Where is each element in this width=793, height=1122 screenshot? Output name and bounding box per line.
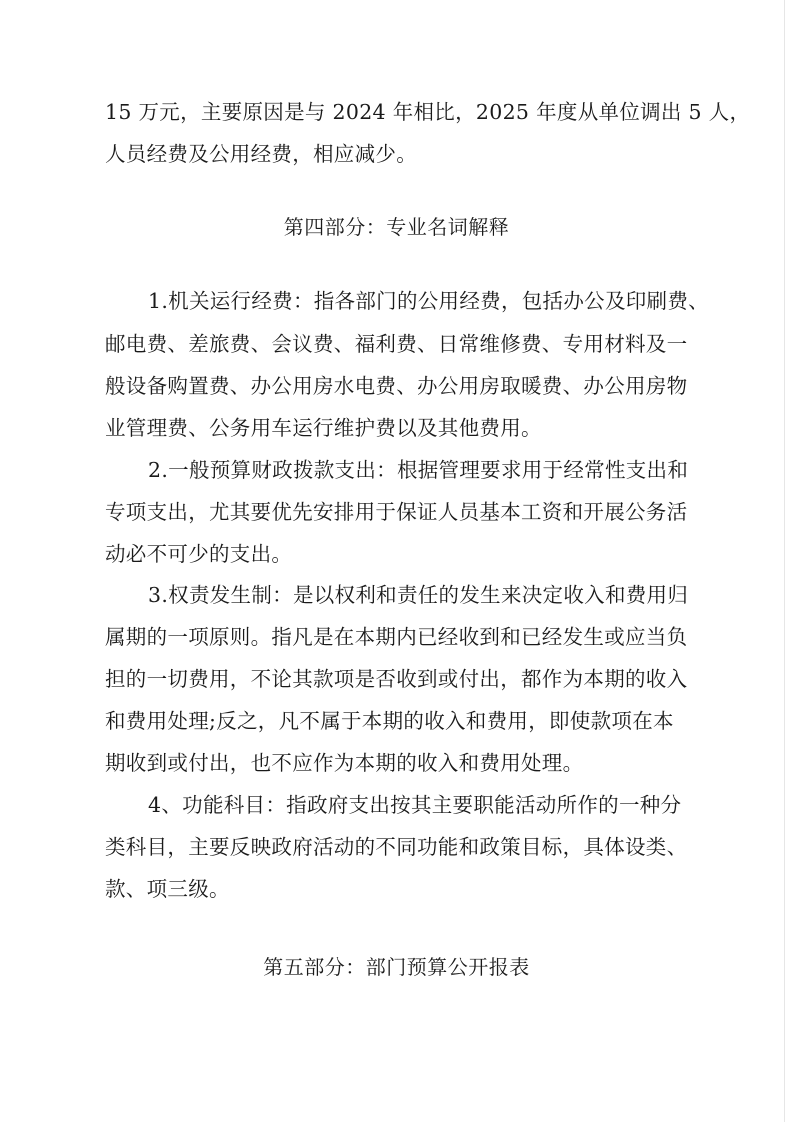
item-2-line-2: 专项支出，尤其要优先安排用于保证人员基本工资和开展公务活 bbox=[105, 500, 688, 524]
item-4-line-2: 类科目，主要反映政府活动的不同功能和政策目标，具体设类、 bbox=[105, 835, 688, 859]
section-4-title: 第四部分：专业名词解释 bbox=[283, 215, 510, 239]
item-3-line-3: 担的一切费用，不论其款项是否收到或付出，都作为本期的收入 bbox=[105, 667, 688, 691]
item-2-line-1: 2.一般预算财政拨款支出：根据管理要求用于经常性支出和 bbox=[148, 458, 689, 482]
item-1-line-3: 般设备购置费、办公用房水电费、办公用房取暖费、办公用房物 bbox=[105, 374, 688, 398]
item-4-line-3: 款、项三级。 bbox=[105, 877, 230, 901]
item-4-line-1: 4、功能科目：指政府支出按其主要职能活动所作的一种分 bbox=[148, 793, 682, 817]
item-1-line-2: 邮电费、差旅费、会议费、福利费、日常维修费、专用材料及一 bbox=[105, 332, 688, 356]
item-1-line-4: 业管理费、公务用车运行维护费以及其他费用。 bbox=[105, 416, 542, 440]
item-3-line-5: 期收到或付出，也不应作为本期的收入和费用处理。 bbox=[105, 751, 584, 775]
intro-line-2: 人员经费及公用经费，相应减少。 bbox=[105, 142, 417, 166]
item-3-line-4: 和费用处理;反之，凡不属于本期的收入和费用，即使款项在本 bbox=[105, 709, 674, 733]
item-2-line-3: 动必不可少的支出。 bbox=[105, 542, 293, 566]
intro-line-1: 15 万元，主要原因是与 2024 年相比，2025 年度从单位调出 5 人， bbox=[105, 100, 751, 124]
item-3-line-1: 3.权责发生制：是以权利和责任的发生来决定收入和费用归 bbox=[148, 583, 689, 607]
item-3-line-2: 属期的一项原则。指凡是在本期内已经收到和已经发生或应当负 bbox=[105, 625, 688, 649]
section-5-title: 第五部分：部门预算公开报表 bbox=[263, 955, 530, 979]
item-1-line-1: 1.机关运行经费：指各部门的公用经费，包括办公及印刷费、 bbox=[148, 289, 709, 313]
